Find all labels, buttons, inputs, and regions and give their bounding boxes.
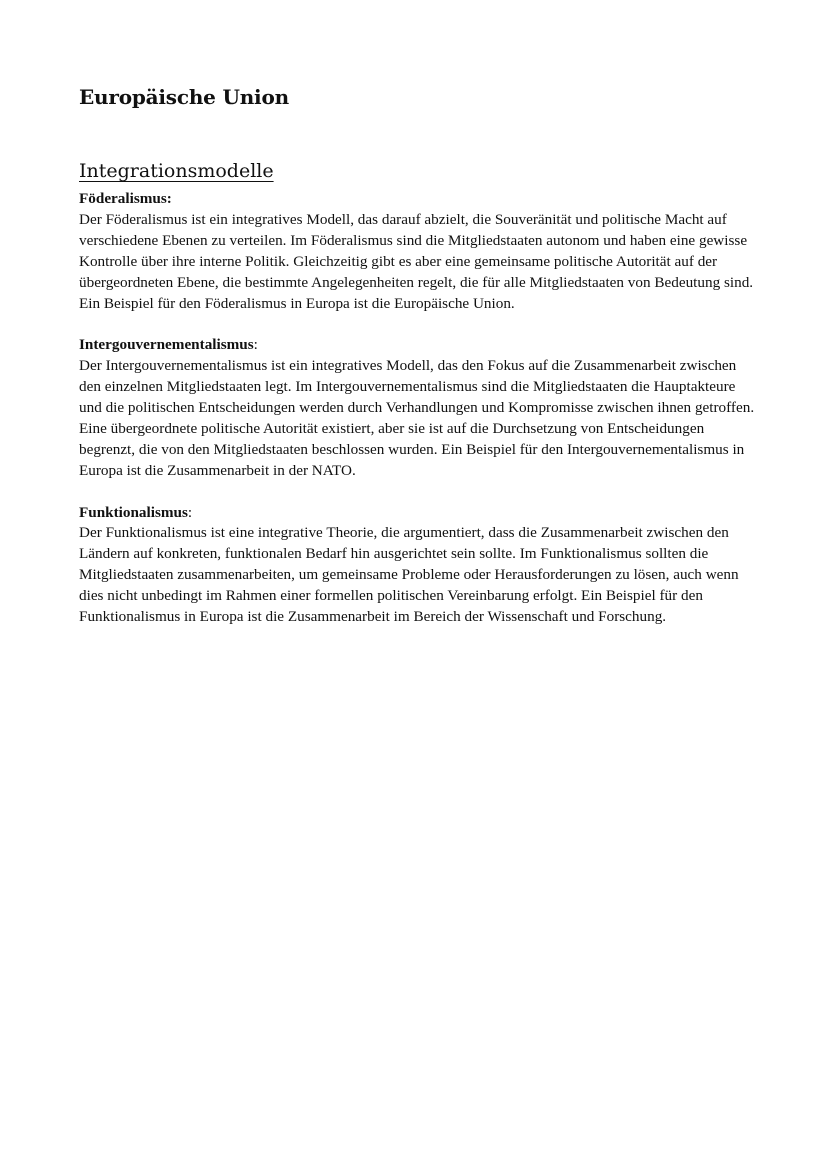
document-title: Europäische Union xyxy=(79,85,289,109)
model-term-label: Föderalismus: xyxy=(79,190,172,207)
model-description: Der Funktionalismus ist eine integrative Theorie, die argumentiert, dass die Zusammenarbeit zwischen den Ländern auf konkreten, funktionalen Bedarf hin ausgerichtet sein sollte. Im Funktionalismus sollten die Mitgliedstaaten zusammenarbeiten, um gemeinsame Probleme oder Herausforderungen zu lösen, auch wenn dies nicht unbedingt im Rahmen einer formellen politischen Vereinbarung erfolgt. Ein Beispiel für den Funktionalismus in Europa ist die Zusammenarbeit im Bereich der Wissenschaft und Forschung. xyxy=(79,524,739,626)
model-term-label: Intergouvernementalismus xyxy=(79,336,254,354)
model-term xyxy=(79,189,759,210)
model-intergouvernementalismus xyxy=(79,335,759,481)
model-term-colon: : xyxy=(253,336,258,354)
section-heading: Integrationsmodelle xyxy=(79,160,274,182)
model-term xyxy=(79,335,759,356)
section-body xyxy=(79,189,759,628)
model-term-colon: : xyxy=(187,503,193,521)
model-term xyxy=(79,503,759,524)
model-term-label: Funktionalismus xyxy=(79,503,188,521)
model-description: Der Intergouvernementalismus ist ein integratives Modell, das den Fokus auf die Zusammenarbeit zwischen den einzelnen Mitgliedstaaten legt. Im Intergouvernementalismus sind die Mitgliedstaaten die Hauptakteure und die politischen Entscheidungen werden durch Verhandlungen und Kompromisse zwischen ihnen getroffen. Eine übergeordnete politische Autorität existiert, aber sie ist auf die Durchsetzung von Entscheidungen begrenzt, die von den Mitgliedstaaten beschlossen wurden. Ein Beispiel für den Intergouvernementalismus in Europa ist die Zusammenarbeit in der NATO. xyxy=(79,357,755,479)
model-funktionalismus xyxy=(79,503,759,628)
model-foederalismus xyxy=(79,189,759,314)
model-description: Der Föderalismus ist ein integratives Modell, das darauf abzielt, die Souveränität und politische Macht auf verschiedene Ebenen zu verteilen. Im Föderalismus sind die Mitgliedstaaten autonom und haben eine gewisse Kontrolle über ihre interne Politik. Gleichzeitig gibt es aber eine gemeinsame politische Autorität auf der übergeordneten Ebene, die bestimmte Angelegenheiten regelt, die für alle Mitgliedstaaten von Bedeutung sind. Ein Beispiel für den Föderalismus in Europa ist die Europäische Union. xyxy=(79,210,754,312)
